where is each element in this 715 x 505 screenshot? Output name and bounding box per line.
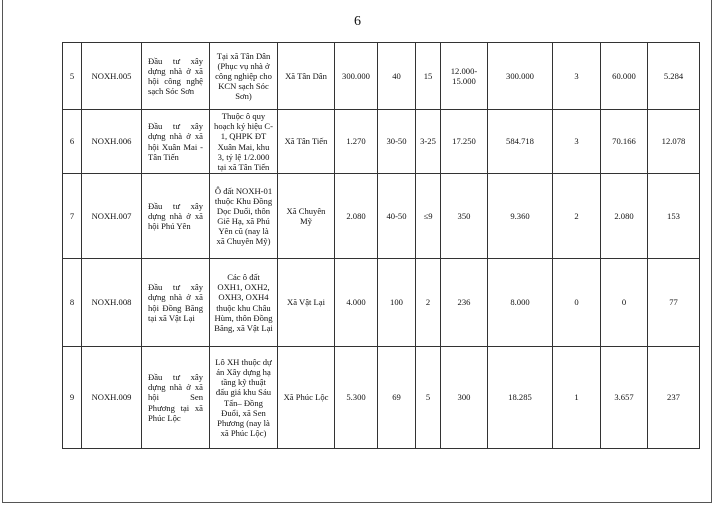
row-index: 6 — [63, 110, 82, 174]
value-col-7: 5.284 — [648, 43, 700, 110]
value-col-3: 300 — [441, 347, 488, 449]
commune: Xã Phúc Lộc — [278, 347, 335, 449]
value-col-7: 77 — [648, 259, 700, 347]
value-col-2: 15 — [416, 43, 441, 110]
row-index: 5 — [63, 43, 82, 110]
project-name: Đầu tư xây dựng nhà ở xã hội Phú Yên — [142, 174, 210, 259]
commune: Xã Vật Lại — [278, 259, 335, 347]
value-col-3: 350 — [441, 174, 488, 259]
table-row — [63, 347, 700, 449]
table-row — [63, 43, 700, 110]
value-col-6: 3.657 — [601, 347, 648, 449]
value-col-5: 3 — [553, 43, 601, 110]
commune: Xã Tân Dân — [278, 43, 335, 110]
land-area: 1.270 — [335, 110, 378, 174]
value-col-3: 17.250 — [441, 110, 488, 174]
value-col-5: 3 — [553, 110, 601, 174]
commune: Xã Tân Tiến — [278, 110, 335, 174]
value-col-6: 2.080 — [601, 174, 648, 259]
row-index: 8 — [63, 259, 82, 347]
value-col-6: 60.000 — [601, 43, 648, 110]
value-col-2: 2 — [416, 259, 441, 347]
value-col-3: 236 — [441, 259, 488, 347]
table-row — [63, 174, 700, 259]
value-col-7: 153 — [648, 174, 700, 259]
row-index: 7 — [63, 174, 82, 259]
land-area: 5.300 — [335, 347, 378, 449]
table-row — [63, 259, 700, 347]
value-col-1: 69 — [378, 347, 416, 449]
page-number: 6 — [354, 14, 361, 29]
value-col-1: 30-50 — [378, 110, 416, 174]
land-area: 2.080 — [335, 174, 378, 259]
housing-projects-table — [62, 42, 700, 449]
value-col-1: 40 — [378, 43, 416, 110]
value-col-1: 100 — [378, 259, 416, 347]
project-code: NOXH.007 — [82, 174, 142, 259]
land-area: 4.000 — [335, 259, 378, 347]
value-col-4: 8.000 — [488, 259, 553, 347]
value-col-6: 0 — [601, 259, 648, 347]
project-location: Lô XH thuộc dự án Xây dựng hạ tầng kỹ thuật đấu giá khu Sáu Tấn– Đồng Đuổi, xã Sen Phương (nay là xã Phúc Lộc) — [210, 347, 278, 449]
project-location: Các ô đất OXH1, OXH2, OXH3, OXH4 thuộc khu Châu Hùm, thôn Đồng Băng, xã Vật Lại — [210, 259, 278, 347]
project-location: Thuộc ô quy hoạch ký hiệu C-1, QHPK ĐT Xuân Mai, khu 3, tỷ lệ 1/2.000 tại xã Tân Tiến — [210, 110, 278, 174]
value-col-1: 40-50 — [378, 174, 416, 259]
value-col-4: 9.360 — [488, 174, 553, 259]
project-code: NOXH.005 — [82, 43, 142, 110]
project-code: NOXH.006 — [82, 110, 142, 174]
value-col-5: 0 — [553, 259, 601, 347]
project-name: Đầu tư xây dựng nhà ở xã hội Đồng Băng tại xã Vật Lại — [142, 259, 210, 347]
project-location: Ô đất NOXH-01 thuộc Khu Đồng Dọc Duối, thôn Giẽ Hạ, xã Phú Yên cũ (nay là xã Chuyên Mỹ) — [210, 174, 278, 259]
project-code: NOXH.009 — [82, 347, 142, 449]
table-row — [63, 110, 700, 174]
project-code: NOXH.008 — [82, 259, 142, 347]
value-col-5: 1 — [553, 347, 601, 449]
value-col-5: 2 — [553, 174, 601, 259]
value-col-4: 584.718 — [488, 110, 553, 174]
project-location: Tại xã Tân Dân (Phục vụ nhà ở công nghiệp cho KCN sạch Sóc Sơn) — [210, 43, 278, 110]
value-col-4: 18.285 — [488, 347, 553, 449]
project-name: Đầu tư xây dựng nhà ở xã hội công nghệ sạch Sóc Sơn — [142, 43, 210, 110]
value-col-3: 12.000-15.000 — [441, 43, 488, 110]
project-name: Đầu tư xây dựng nhà ở xã hội Xuân Mai - Tân Tiến — [142, 110, 210, 174]
land-area: 300.000 — [335, 43, 378, 110]
project-name: Đầu tư xây dựng nhà ở xã hội Sen Phương tại xã Phúc Lộc — [142, 347, 210, 449]
row-index: 9 — [63, 347, 82, 449]
commune: Xã Chuyên Mỹ — [278, 174, 335, 259]
value-col-7: 237 — [648, 347, 700, 449]
value-col-6: 70.166 — [601, 110, 648, 174]
value-col-4: 300.000 — [488, 43, 553, 110]
value-col-2: ≤9 — [416, 174, 441, 259]
value-col-2: 5 — [416, 347, 441, 449]
value-col-2: 3-25 — [416, 110, 441, 174]
value-col-7: 12.078 — [648, 110, 700, 174]
